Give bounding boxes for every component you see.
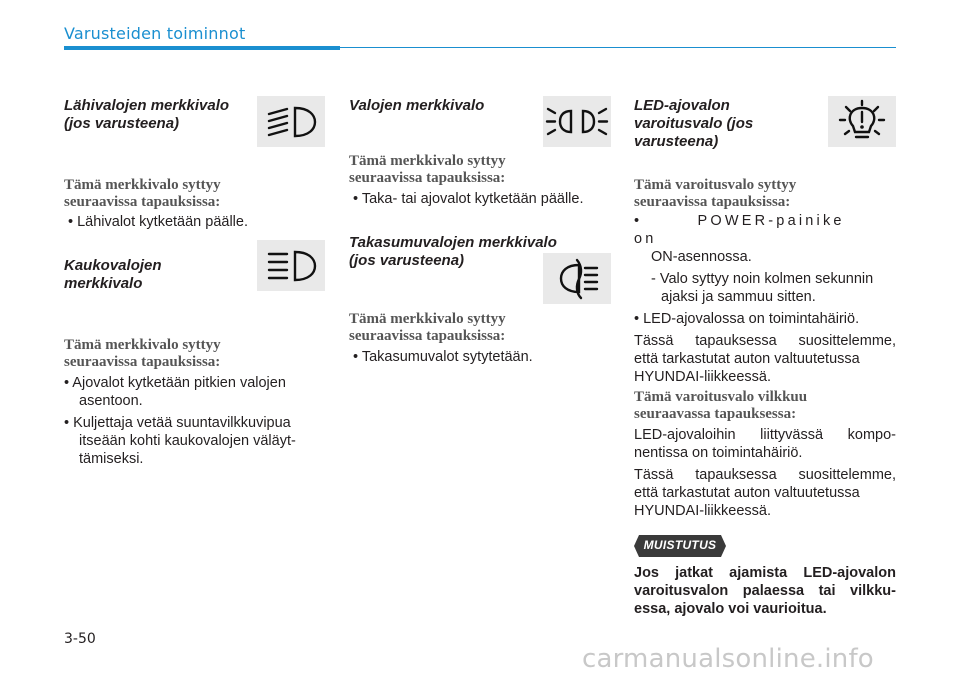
led-blink-paragraphs: LED-ajovaloihin liittyvässä kompo- nentissa on toimintahäiriö. Tässä tapauksessa suosittelemme, että tarkastutat auton valtuutetussa HYUNDAI-liikkeessä. <box>634 427 896 519</box>
position-light-bullet: • Taka- tai ajovalot kytketään päälle. <box>353 191 584 207</box>
led-warning-intro: Tämä varoitusvalo syttyy seuraavissa tapauksissa: <box>634 177 797 210</box>
low-beam-heading: Lähivalojen merkkivalo (jos varusteena) <box>64 97 230 132</box>
led-warning-conditions: • POWER-painike on ON-asennossa. - Valo syttyy noin kolmen sekunnin ajaksi ja sammuu sitten. • LED-ajovalossa on toimintahäiriö. Tässä tapauksessa suosittelemme, että tarkastutat auton valtuutetussa HYUNDAI-liikkeessä. <box>634 213 896 385</box>
led-blink-intro: Tämä varoitusvalo vilkkuu seuraavassa tapauksessa: <box>634 389 808 422</box>
rear-fog-intro: Tämä merkkivalo syttyy seuraavissa tapauksissa: <box>349 311 506 344</box>
low-beam-intro: Tämä merkkivalo syttyy seuraavissa tapauksissa: <box>64 177 221 210</box>
rear-fog-icon <box>543 253 611 304</box>
high-beam-heading: Kaukovalojen merkkivalo <box>64 257 162 292</box>
section-title: Varusteiden toiminnot <box>64 24 246 43</box>
high-beam-intro: Tämä merkkivalo syttyy seuraavissa tapauksissa: <box>64 337 221 370</box>
led-warning-heading: LED-ajovalon varoitusvalo (jos varusteena) <box>634 97 754 150</box>
rear-fog-heading: Takasumuvalojen merkkivalo (jos varusteena) <box>349 234 557 269</box>
high-beam-bullets: • Ajovalot kytketään pitkien valojen asentoon. • Kuljettaja vetää suuntavilkkuvipua itseään kohti kaukovalojen väläyt- tämiseksi. <box>64 375 296 467</box>
rear-fog-bullet: • Takasumuvalot sytytetään. <box>353 349 533 365</box>
high-beam-icon <box>257 240 325 291</box>
note-label: MUISTUTUS <box>643 538 717 552</box>
watermark: carmanualsonline.info <box>582 644 874 674</box>
led-warning-icon <box>828 96 896 147</box>
low-beam-icon <box>257 96 325 147</box>
page-number: 3-50 <box>64 631 96 647</box>
low-beam-bullet: • Lähivalot kytketään päälle. <box>68 214 248 230</box>
position-light-intro: Tämä merkkivalo syttyy seuraavissa tapauksissa: <box>349 153 506 186</box>
position-light-icon <box>543 96 611 147</box>
header-rule-thick <box>64 46 340 50</box>
header-rule-thin <box>340 47 896 48</box>
note-text: Jos jatkat ajamista LED-ajovalon varoitusvalon palaessa tai vilkku- essa, ajovalo voi vaurioitua. <box>634 565 896 617</box>
position-light-heading: Valojen merkkivalo <box>349 97 485 114</box>
note-badge <box>634 535 726 557</box>
